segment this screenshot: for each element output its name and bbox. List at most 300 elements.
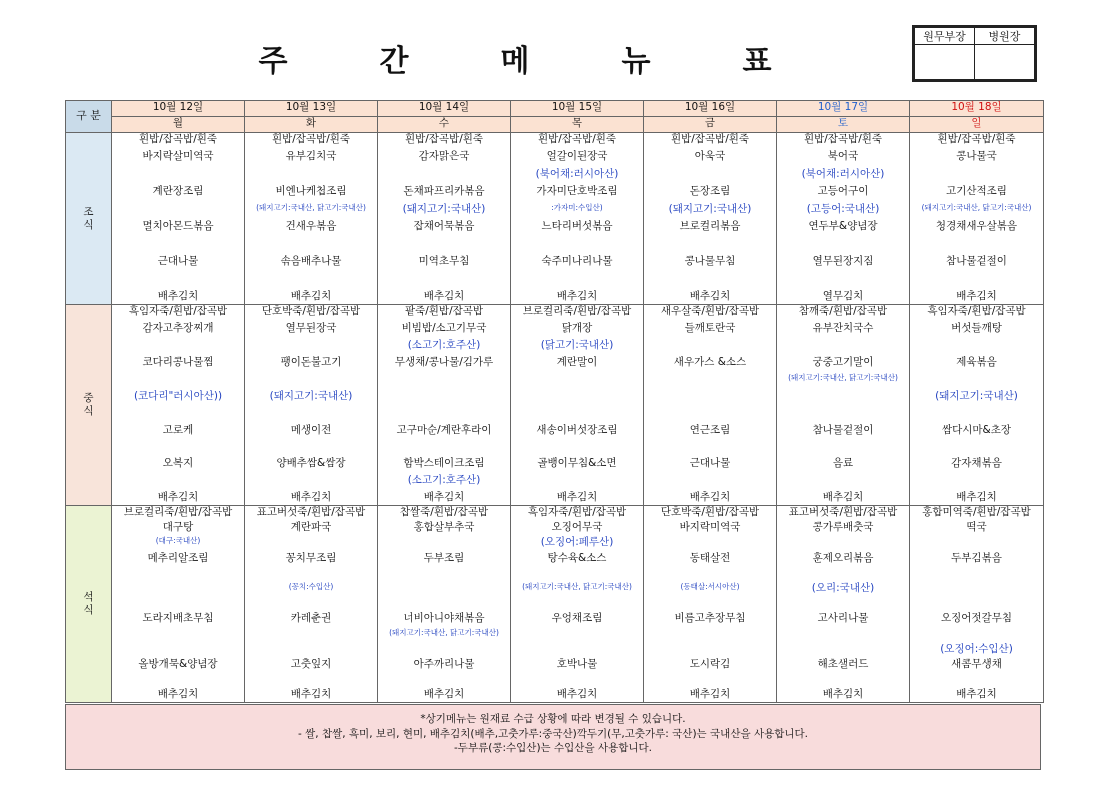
menu-item: 들깨토란국 xyxy=(684,321,736,334)
menu-item xyxy=(112,339,244,352)
menu-cell xyxy=(644,506,777,703)
menu-item xyxy=(644,390,776,403)
menu-item xyxy=(644,238,776,251)
header-date: 10월 13일 xyxy=(245,101,378,117)
menu-cell-list xyxy=(511,133,643,303)
menu-item: 북어국 xyxy=(827,150,859,163)
menu-item: 열무된장국 xyxy=(285,321,337,334)
origin-note: (북어채:러시아산) xyxy=(535,167,619,180)
title-char: 주 xyxy=(258,44,288,79)
menu-item xyxy=(511,597,643,610)
menu-item xyxy=(777,597,909,610)
menu-item xyxy=(378,390,510,403)
menu-item: 함박스테이크조림 xyxy=(403,457,485,470)
menu-item: 배추김치 xyxy=(822,491,864,504)
approval-box xyxy=(914,27,1035,80)
menu-item xyxy=(910,238,1043,251)
menu-item: 미역초무침 xyxy=(418,255,470,268)
menu-item: 새우가스 &소스 xyxy=(673,355,747,368)
meal-label xyxy=(66,506,112,703)
menu-item: 돈장조림 xyxy=(689,185,731,198)
menu-item xyxy=(777,567,909,580)
title-char: 뉴 xyxy=(621,44,651,79)
menu-item xyxy=(644,407,776,420)
menu-item: 참깨죽/흰밥/잡곡밥 xyxy=(798,305,888,317)
menu-item xyxy=(245,273,377,286)
weekly-menu-table xyxy=(65,100,1044,703)
menu-item: 쌈다시마&초장 xyxy=(941,423,1012,436)
origin-note: (소고기:호주산) xyxy=(407,474,481,487)
menu-item: 단호박죽/흰밥/잡곡밥 xyxy=(261,305,361,317)
menu-item: 감자맑은국 xyxy=(418,150,470,163)
origin-note: :가자미:수입산) xyxy=(551,202,603,212)
menu-cell-list xyxy=(511,305,643,504)
menu-item xyxy=(112,203,244,216)
menu-item: 배추김치 xyxy=(822,688,864,701)
menu-item xyxy=(245,628,377,641)
header-weekday: 목 xyxy=(511,117,644,133)
menu-item: 표고버섯죽/흰밥/잡곡밥 xyxy=(256,506,366,518)
menu-item: 배추김치 xyxy=(157,688,199,701)
menu-item xyxy=(777,238,909,251)
meal-label-char: 조 xyxy=(83,205,94,218)
menu-item xyxy=(644,474,776,487)
menu-item: 홍합미역죽/흰밥/잡곡밥 xyxy=(922,506,1031,518)
header-weekday: 화 xyxy=(245,117,378,133)
page-title xyxy=(0,36,1030,80)
header-weekday: 월 xyxy=(112,117,245,133)
menu-item: 궁중고기말이 xyxy=(812,355,874,368)
menu-item xyxy=(644,373,776,386)
menu-item: 팽이돈불고기 xyxy=(280,355,342,368)
origin-note: (돼지고기:국내산) xyxy=(935,389,1018,402)
menu-item xyxy=(511,390,643,403)
menu-item xyxy=(910,567,1043,580)
menu-cell-list xyxy=(378,133,510,303)
origin-note: (대구:국내산) xyxy=(155,536,201,546)
menu-item xyxy=(112,238,244,251)
menu-item: 단호박죽/흰밥/잡곡밥 xyxy=(660,506,760,518)
meal-label-char: 식 xyxy=(83,218,94,231)
menu-item: 바지락살미역국 xyxy=(142,150,214,163)
menu-item: 새콤무생채 xyxy=(951,657,1002,670)
menu-cell xyxy=(245,133,378,305)
menu-item: 흰밥/잡곡밥/흰죽 xyxy=(670,133,750,145)
menu-cell xyxy=(644,133,777,305)
menu-cell xyxy=(777,506,910,703)
menu-cell xyxy=(644,305,777,506)
menu-cell-list xyxy=(245,133,377,303)
menu-item xyxy=(378,168,510,181)
origin-note: (돼지고기:국내산, 닭고기:국내산) xyxy=(389,627,499,637)
menu-item: 배추김치 xyxy=(689,688,731,701)
menu-item: 고등어구이 xyxy=(817,185,869,198)
menu-item: 유부김치국 xyxy=(285,150,337,163)
meal-label-char: 식 xyxy=(83,405,94,417)
menu-item: 오징어젓갈무침 xyxy=(940,612,1012,625)
menu-item xyxy=(910,582,1043,595)
menu-item: 감자고추장찌개 xyxy=(142,321,214,334)
menu-cell xyxy=(511,133,644,305)
menu-item: 홍합살부추국 xyxy=(413,521,475,534)
menu-item xyxy=(644,339,776,352)
menu-cell xyxy=(112,133,245,305)
title-char: 메 xyxy=(500,44,530,79)
menu-item xyxy=(378,536,510,549)
menu-item: 동태살전 xyxy=(689,551,731,564)
menu-cell xyxy=(910,133,1044,305)
menu-item: 얼갈이된장국 xyxy=(546,150,608,163)
menu-cell-list xyxy=(644,506,776,701)
menu-item xyxy=(511,474,643,487)
approval-label-admin: 원무부장 xyxy=(915,28,975,45)
menu-item xyxy=(644,441,776,454)
menu-item xyxy=(378,238,510,251)
menu-cell-list xyxy=(777,305,909,504)
menu-cell xyxy=(112,305,245,506)
menu-cell-list xyxy=(644,133,776,303)
origin-note: (돼지고기:국내산, 닭고기:국내산) xyxy=(921,202,1032,212)
menu-item: 배추김치 xyxy=(689,290,731,303)
menu-item: 비빔밥/소고기무국 xyxy=(401,321,487,334)
menu-item xyxy=(777,643,909,656)
menu-cell xyxy=(378,305,511,506)
menu-item xyxy=(910,536,1043,549)
menu-item: 계란말이 xyxy=(556,355,598,368)
menu-item xyxy=(644,673,776,686)
menu-item xyxy=(112,567,244,580)
approval-sign-admin xyxy=(915,45,975,80)
menu-cell-list xyxy=(112,133,244,303)
menu-item xyxy=(644,597,776,610)
header-weekday: 금 xyxy=(644,117,777,133)
menu-item: 훈제오리볶음 xyxy=(812,551,874,564)
menu-item xyxy=(112,628,244,641)
meal-label-char: 중 xyxy=(83,392,94,405)
menu-item: 연근조림 xyxy=(689,423,731,436)
menu-item: 비름고추장무침 xyxy=(674,612,746,625)
menu-item: 호박나물 xyxy=(556,657,598,670)
menu-item: 카레춘권 xyxy=(290,612,332,625)
menu-item: 양배추쌈&쌈장 xyxy=(276,457,346,470)
menu-item xyxy=(378,582,510,595)
menu-item: 흰밥/잡곡밥/흰죽 xyxy=(537,133,617,145)
menu-item: 배추김치 xyxy=(290,491,332,504)
menu-item: 무생채/콩나물/김가루 xyxy=(394,355,494,368)
origin-note: (소고기:호주산) xyxy=(407,338,481,351)
menu-item: 흑임자죽/흰밥/잡곡밥 xyxy=(527,506,627,518)
menu-item xyxy=(910,597,1043,610)
menu-item: 청경채새우살볶음 xyxy=(935,220,1018,233)
menu-item xyxy=(378,597,510,610)
menu-item: 올방개묵&양념장 xyxy=(138,657,218,670)
header-weekday: 수 xyxy=(378,117,511,133)
header-date-row xyxy=(66,101,1044,117)
menu-item: 배추김치 xyxy=(290,290,332,303)
menu-item: 흰밥/잡곡밥/흰죽 xyxy=(803,133,883,145)
menu-cell-list xyxy=(378,506,510,701)
approval-label-director: 병원장 xyxy=(975,28,1035,45)
menu-item xyxy=(112,582,244,595)
menu-item xyxy=(511,643,643,656)
menu-cell-list xyxy=(112,506,244,701)
menu-item: 골뱅이무침&소면 xyxy=(537,457,617,470)
menu-item xyxy=(777,441,909,454)
menu-item xyxy=(511,373,643,386)
menu-item: 참나물겉절이 xyxy=(812,423,874,436)
menu-item xyxy=(777,673,909,686)
footer-line: *상기메뉴는 원재료 수급 상황에 따라 변경될 수 있습니다. xyxy=(420,713,686,725)
menu-item: 메생이전 xyxy=(290,423,332,436)
header-category: 구 분 xyxy=(66,101,112,133)
menu-item: 고구마순/계란후라이 xyxy=(396,423,492,436)
menu-cell-list xyxy=(245,305,377,504)
menu-item: 두부김볶음 xyxy=(951,551,1002,564)
menu-item: 떡국 xyxy=(966,521,987,534)
menu-item: 브로컬리죽/흰밥/잡곡밥 xyxy=(522,305,632,317)
menu-item xyxy=(910,407,1043,420)
menu-item: 연두부&양념장 xyxy=(808,220,878,233)
origin-note: (꽁치:수입산) xyxy=(288,581,334,591)
menu-item xyxy=(378,273,510,286)
menu-item: 배추김치 xyxy=(423,290,465,303)
menu-item: 배추김치 xyxy=(290,688,332,701)
origin-note: (돼지고기:국내산) xyxy=(668,202,752,215)
header-date: 10월 15일 xyxy=(511,101,644,117)
menu-item: 배추김치 xyxy=(157,290,199,303)
menu-item: 흰밥/잡곡밥/흰죽 xyxy=(271,133,351,145)
menu-item: 흰밥/잡곡밥/흰죽 xyxy=(404,133,484,145)
menu-item xyxy=(378,407,510,420)
menu-item xyxy=(245,673,377,686)
menu-item xyxy=(378,441,510,454)
header-weekday: 토 xyxy=(777,117,910,133)
menu-item xyxy=(112,643,244,656)
menu-item: 유부잔치국수 xyxy=(812,321,874,334)
menu-item: 팥죽/흰밥/잡곡밥 xyxy=(404,305,484,317)
menu-item xyxy=(112,168,244,181)
menu-item xyxy=(511,673,643,686)
menu-item xyxy=(112,673,244,686)
menu-cell xyxy=(910,506,1044,703)
header-weekday-row xyxy=(66,117,1044,133)
menu-item xyxy=(112,407,244,420)
menu-item xyxy=(245,373,377,386)
menu-item xyxy=(910,373,1043,386)
menu-item: 배추김치 xyxy=(689,491,731,504)
meal-label xyxy=(66,305,112,506)
menu-cell-list xyxy=(511,506,643,701)
menu-item xyxy=(910,441,1043,454)
menu-item xyxy=(777,474,909,487)
menu-item xyxy=(644,643,776,656)
menu-item xyxy=(245,407,377,420)
menu-item: 흑임자죽/흰밥/잡곡밥 xyxy=(927,305,1026,317)
menu-item: 흰밥/잡곡밥/흰죽 xyxy=(138,133,218,145)
menu-item: 고로케 xyxy=(162,423,194,436)
menu-item xyxy=(112,441,244,454)
menu-item: 멸치아몬드볶음 xyxy=(142,220,214,233)
menu-cell-list xyxy=(910,506,1043,701)
menu-item xyxy=(777,628,909,641)
origin-note: (북어채:러시아산) xyxy=(801,167,885,180)
menu-item xyxy=(644,536,776,549)
menu-item: 찹쌀죽/흰밥/잡곡밥 xyxy=(399,506,489,518)
menu-cell-list xyxy=(644,305,776,504)
header-date: 10월 12일 xyxy=(112,101,245,117)
menu-item: 배추김치 xyxy=(423,688,465,701)
meal-label-char: 식 xyxy=(83,604,94,616)
menu-item: 오복지 xyxy=(162,457,194,470)
menu-cell xyxy=(511,305,644,506)
menu-item: 너비아니야채볶음 xyxy=(403,612,485,625)
origin-note: (돼지고기:국내산, 닭고기:국내산) xyxy=(256,202,366,212)
footer-line: -두부류(콩:수입산)는 수입산을 사용합니다. xyxy=(454,742,652,754)
menu-item: 오징어무국 xyxy=(551,521,603,534)
menu-item: 근대나물 xyxy=(689,457,731,470)
menu-item: 배추김치 xyxy=(556,688,598,701)
origin-note: (오징어:페루산) xyxy=(540,536,614,549)
menu-item xyxy=(910,673,1043,686)
menu-item: 꽁치무조림 xyxy=(285,551,337,564)
menu-item: 콩가루배춧국 xyxy=(812,521,874,534)
menu-item xyxy=(112,474,244,487)
menu-item: 근대나물 xyxy=(157,255,199,268)
menu-item: 대구탕 xyxy=(162,521,194,534)
origin-note: (오징어:수입산) xyxy=(940,642,1013,655)
menu-item xyxy=(910,168,1043,181)
origin-note: (돼지고기:국내산) xyxy=(269,389,353,402)
menu-cell-list xyxy=(777,506,909,701)
menu-item xyxy=(245,643,377,656)
menu-cell-list xyxy=(910,305,1043,504)
menu-item: 표고버섯죽/흰밥/잡곡밥 xyxy=(788,506,898,518)
menu-item: 고기산적조림 xyxy=(946,185,1007,198)
menu-item: 콩나물무침 xyxy=(684,255,736,268)
menu-item xyxy=(910,628,1043,641)
footer-notice xyxy=(65,704,1041,770)
menu-item: 브로컬리볶음 xyxy=(679,220,741,233)
menu-item xyxy=(644,628,776,641)
menu-item: 고사리나물 xyxy=(817,612,869,625)
menu-item: 새송이버섯장조림 xyxy=(536,423,618,436)
menu-item: 고춧잎지 xyxy=(290,657,332,670)
header-date: 10월 16일 xyxy=(644,101,777,117)
menu-item: 브로컬리죽/흰밥/잡곡밥 xyxy=(123,506,233,518)
menu-item: 열무된장지짐 xyxy=(812,255,874,268)
menu-item xyxy=(245,597,377,610)
menu-cell xyxy=(511,506,644,703)
menu-item: 계란파국 xyxy=(290,521,332,534)
header-date: 10월 14일 xyxy=(378,101,511,117)
menu-item xyxy=(378,673,510,686)
menu-item xyxy=(245,474,377,487)
menu-cell-list xyxy=(378,305,510,504)
menu-item: 아욱국 xyxy=(694,150,726,163)
menu-item xyxy=(245,536,377,549)
menu-item xyxy=(777,390,909,403)
menu-item: 배추김치 xyxy=(556,290,598,303)
menu-item: 배추김치 xyxy=(956,290,997,303)
menu-cell xyxy=(245,506,378,703)
origin-note: (닭고기:국내산) xyxy=(540,338,614,351)
menu-item: 메추리알조림 xyxy=(147,551,209,564)
meal-row xyxy=(66,133,1044,305)
menu-item: 버섯들깨탕 xyxy=(951,321,1002,334)
origin-note: (고등어:국내산) xyxy=(806,202,880,215)
menu-item: 감자채볶음 xyxy=(951,457,1002,470)
menu-item: 바지락미역국 xyxy=(679,521,741,534)
menu-cell xyxy=(378,133,511,305)
menu-item: 계란장조림 xyxy=(152,185,204,198)
menu-cell xyxy=(378,506,511,703)
menu-item: 두부조림 xyxy=(423,551,465,564)
menu-item: 비엔나케첩조림 xyxy=(275,185,347,198)
menu-item: 배추김치 xyxy=(556,491,598,504)
title-char: 간 xyxy=(379,44,409,79)
meal-label-char: 석 xyxy=(83,591,94,604)
menu-item: 코다리콩나물찜 xyxy=(142,355,214,368)
footer-line: - 쌀, 찹쌀, 흑미, 보리, 현미, 배추김치(배추,고춧가루:중국산)깍두기(무,고춧가루: 국산)는 국내산을 사용합니다. xyxy=(298,727,808,740)
menu-item: 도라지배초무침 xyxy=(142,612,214,625)
menu-item: 숙주미나리나물 xyxy=(541,255,613,268)
menu-cell-list xyxy=(910,133,1043,303)
menu-item xyxy=(245,168,377,181)
menu-item: 잡채어묵볶음 xyxy=(413,220,475,233)
menu-item: 가자미단호박조림 xyxy=(536,185,618,198)
menu-item: 제육볶음 xyxy=(956,355,997,368)
menu-cell xyxy=(112,506,245,703)
menu-item: 새우살죽/흰밥/잡곡밥 xyxy=(660,305,760,317)
menu-item xyxy=(644,567,776,580)
menu-item: 우엉채조림 xyxy=(551,612,603,625)
menu-cell-list xyxy=(245,506,377,701)
menu-item: 열무김치 xyxy=(822,290,864,303)
menu-item xyxy=(777,536,909,549)
menu-item xyxy=(777,339,909,352)
origin-note: (돼지고기:국내산, 닭고기:국내산) xyxy=(522,581,632,591)
menu-item xyxy=(112,273,244,286)
menu-item xyxy=(112,373,244,386)
origin-note: (돼지고기:국내산, 닭고기:국내산) xyxy=(788,372,898,382)
menu-cell-list xyxy=(777,133,909,303)
menu-cell xyxy=(910,305,1044,506)
menu-item xyxy=(511,238,643,251)
menu-item: 해초샐러드 xyxy=(817,657,869,670)
origin-note: (코다리"러시아산)) xyxy=(133,389,223,402)
menu-item: 돈채파프리카볶음 xyxy=(403,185,485,198)
menu-item: 음료 xyxy=(832,457,854,470)
menu-item xyxy=(112,597,244,610)
meal-row xyxy=(66,305,1044,506)
title-char: 표 xyxy=(742,44,772,79)
menu-item: 배추김치 xyxy=(157,491,199,504)
menu-item xyxy=(245,567,377,580)
menu-item xyxy=(511,407,643,420)
header-date: 10월 18일 xyxy=(910,101,1044,117)
menu-item: 느타리버섯볶음 xyxy=(541,220,613,233)
menu-item xyxy=(644,168,776,181)
menu-item: 아주까리나물 xyxy=(413,657,475,670)
meal-row xyxy=(66,506,1044,703)
meal-label xyxy=(66,133,112,305)
menu-item xyxy=(777,273,909,286)
menu-item xyxy=(511,567,643,580)
menu-item: 흰밥/잡곡밥/흰죽 xyxy=(937,133,1016,145)
origin-note: (돼지고기:국내산) xyxy=(402,202,486,215)
menu-item xyxy=(511,441,643,454)
menu-cell-list xyxy=(112,305,244,504)
